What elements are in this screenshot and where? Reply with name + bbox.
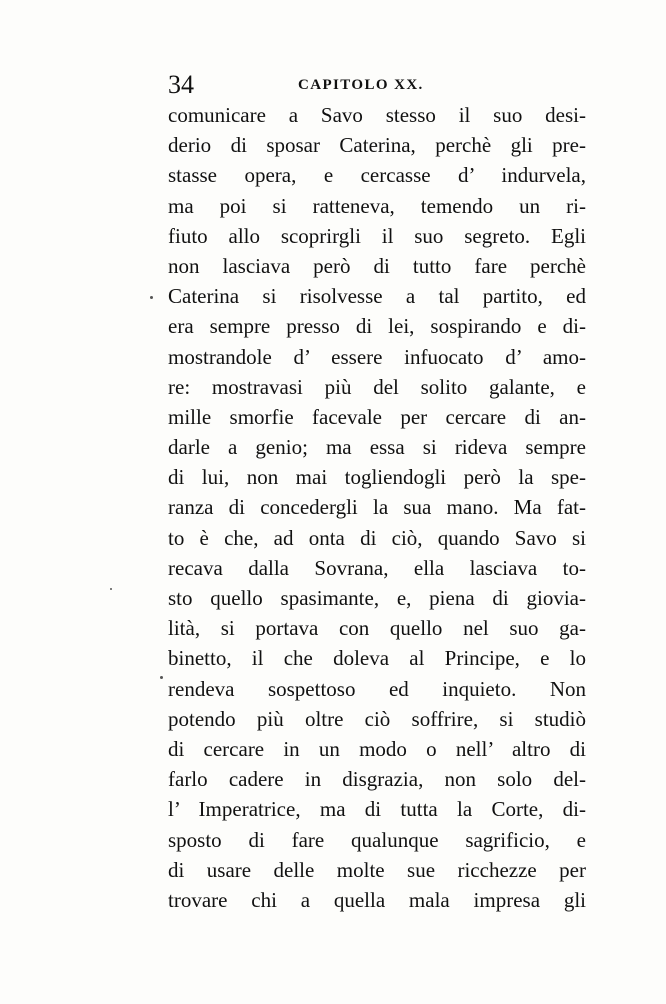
text-line: ranza di concedergli la sua mano. Ma fat- (168, 495, 586, 520)
text-line: re: mostravasi più del solito galante, e (168, 374, 586, 399)
text-line: ma poi si ratteneva, temendo un ri- (168, 193, 586, 218)
text-line: sposto di fare qualunque sagrificio, e (168, 827, 586, 852)
body-text (168, 100, 586, 915)
text-line: stasse opera, e cercasse d’ indurvela, (168, 163, 586, 188)
ink-speck (110, 588, 112, 590)
page-header (168, 70, 588, 100)
text-line: Caterina si risolvesse a tal partito, ed (168, 284, 586, 309)
text-line: recava dalla Sovrana, ella lasciava to- (168, 555, 586, 580)
text-line: fiuto allo scoprirgli il suo segreto. Egli (168, 223, 586, 248)
text-line: l’ Imperatrice, ma di tutta la Corte, di- (168, 797, 586, 822)
text-line: mostrandole d’ essere infuocato d’ amo- (168, 344, 586, 369)
text-line: di cercare in un modo o nell’ altro di (168, 736, 586, 761)
text-line: darle a genio; ma essa si rideva sempre (168, 435, 586, 460)
text-line: sto quello spasimante, e, piena di giovia- (168, 586, 586, 610)
text-line: rendeva sospettoso ed inquieto. Non (168, 676, 586, 701)
text-line: di usare delle molte sue ricchezze per (168, 857, 586, 882)
text-line: to è che, ad onta di ciò, quando Savo si (168, 525, 586, 550)
ink-speck (150, 296, 153, 299)
text-line: binetto, il che doleva al Principe, e lo (168, 646, 586, 671)
text-line: era sempre presso di lei, sospirando e di- (168, 314, 586, 339)
text-line: derio di sposar Caterina, perchè gli pre- (168, 133, 586, 158)
text-line: potendo più oltre ciò soffrire, si studiò (168, 706, 586, 731)
text-line: farlo cadere in disgrazia, non solo del- (168, 767, 586, 792)
text-line: mille smorfie facevale per cercare di an- (168, 404, 586, 429)
page-number: 34 (168, 70, 194, 99)
ink-speck (160, 676, 163, 679)
text-line: non lasciava però di tutto fare perchè (168, 253, 586, 278)
text-line: trovare chi a quella mala impresa gli (168, 887, 586, 912)
text-line: di lui, non mai togliendogli però la spe- (168, 465, 586, 490)
text-line: comunicare a Savo stesso il suo desi- (168, 103, 586, 127)
text-line: lità, si portava con quello nel suo ga- (168, 616, 586, 641)
running-head: CAPITOLO XX. (298, 77, 424, 93)
